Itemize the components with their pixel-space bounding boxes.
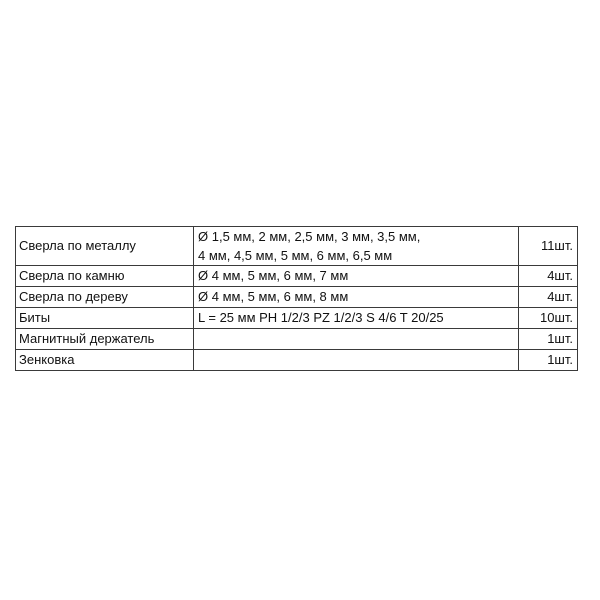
- item-name: Сверла по металлу: [16, 227, 194, 266]
- table-row: [16, 266, 578, 287]
- item-name: Сверла по дереву: [16, 287, 194, 308]
- table-row: [16, 329, 578, 350]
- table-row: [16, 308, 578, 329]
- item-quantity: 11шт.: [519, 227, 578, 266]
- item-name: Магнитный держатель: [16, 329, 194, 350]
- item-quantity: 10шт.: [519, 308, 578, 329]
- item-quantity: 4шт.: [519, 287, 578, 308]
- item-name: Зенковка: [16, 350, 194, 371]
- item-name: Сверла по камню: [16, 266, 194, 287]
- table-row: [16, 350, 578, 371]
- description-line: Ø 1,5 мм, 2 мм, 2,5 мм, 3 мм, 3,5 мм,: [198, 229, 421, 244]
- item-description: [194, 227, 519, 266]
- item-description: L = 25 мм PH 1/2/3 PZ 1/2/3 S 4/6 T 20/25: [194, 308, 519, 329]
- table-row: [16, 227, 578, 266]
- spec-table: [15, 226, 578, 371]
- item-quantity: 1шт.: [519, 350, 578, 371]
- description-line: 4 мм, 4,5 мм, 5 мм, 6 мм, 6,5 мм: [198, 248, 393, 263]
- item-name: Биты: [16, 308, 194, 329]
- item-quantity: 4шт.: [519, 266, 578, 287]
- item-description: [194, 350, 519, 371]
- item-quantity: 1шт.: [519, 329, 578, 350]
- item-description: Ø 4 мм, 5 мм, 6 мм, 7 мм: [194, 266, 519, 287]
- table-row: [16, 287, 578, 308]
- item-description: Ø 4 мм, 5 мм, 6 мм, 8 мм: [194, 287, 519, 308]
- item-description: [194, 329, 519, 350]
